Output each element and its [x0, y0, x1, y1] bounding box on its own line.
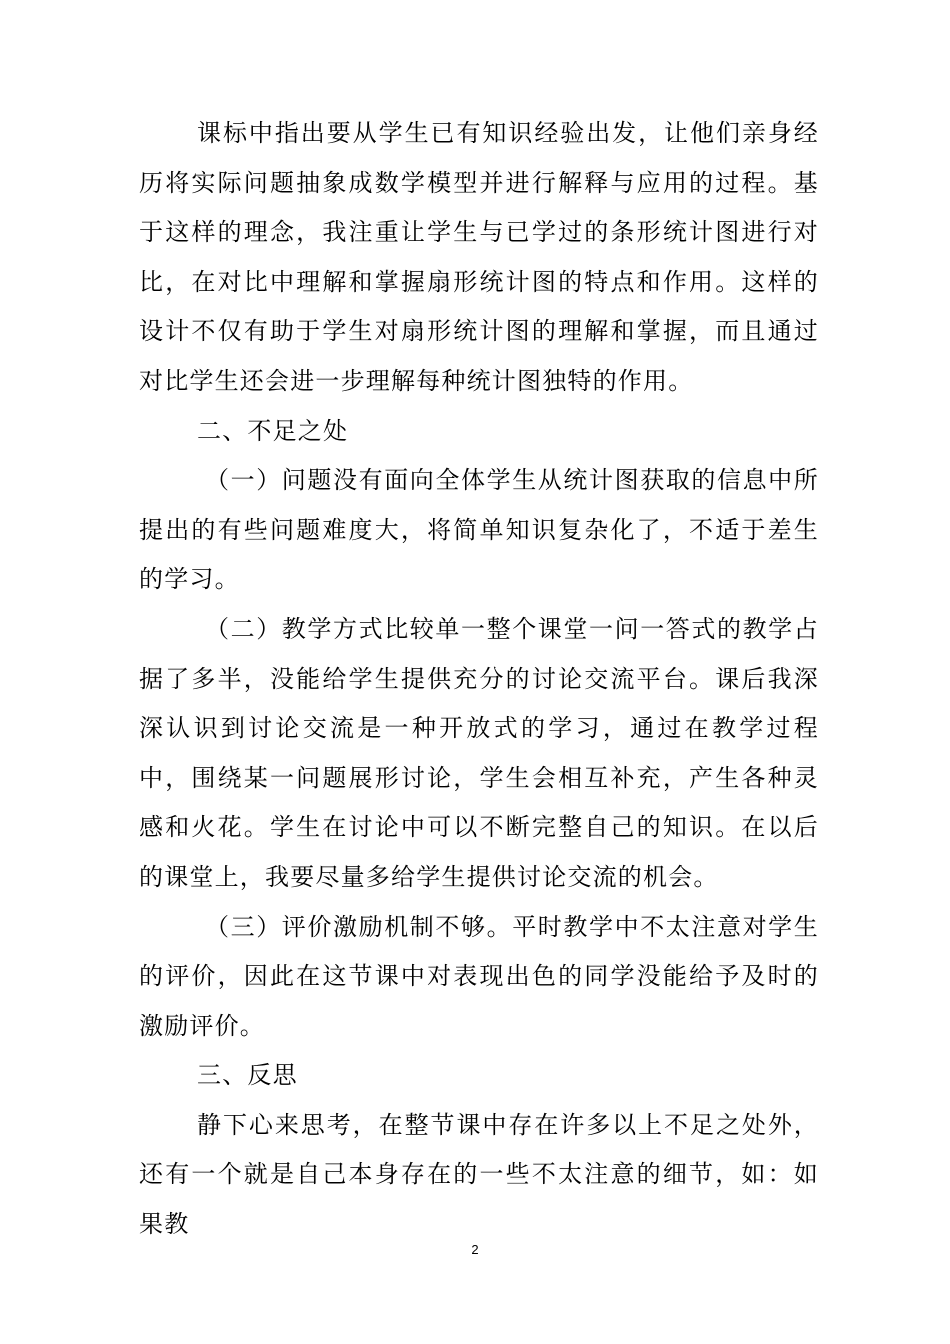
page-number: 2 — [471, 1242, 479, 1257]
paragraph-curriculum-standard: 课标中指出要从学生已有知识经验出发，让他们亲身经历将实际问题抽象成数学模型并进行解释与应用的过程。基于这样的理念，我注重让学生与已学过的条形统计图进行对比，在对比中理解和掌握扇形统计图的特点和作用。这样的设计不仅有助于学生对扇形统计图的理解和掌握，而且通过对比学生还会进一步理解每种统计图独特的作用。 — [139, 119, 819, 395]
section-heading-reflection: 三、反思 — [197, 1061, 298, 1090]
section-heading-shortcomings: 二、不足之处 — [197, 416, 349, 445]
document-body — [139, 109, 819, 1250]
paragraph-reflection: 静下心来思考，在整节课中存在许多以上不足之处外，还有一个就是自己本身存在的一些不太注意的细节，如：如果教 — [139, 1110, 819, 1239]
paragraph-shortcoming-2: （二）教学方式比较单一整个课堂一问一答式的教学占据了多半，没能给学生提供充分的讨论交流平台。课后我深深认识到讨论交流是一种开放式的学习，通过在教学过程中，围绕某一问题展形讨论，学生会相互补充，产生各种灵感和火花。学生在讨论中可以不断完整自己的知识。在以后的课堂上，我要尽量多给学生提供讨论交流的机会。 — [139, 614, 819, 891]
paragraph-shortcoming-3: （三）评价激励机制不够。平时教学中不太注意对学生的评价，因此在这节课中对表现出色的同学没能给予及时的激励评价。 — [139, 912, 819, 1040]
paragraph-shortcoming-1: （一）问题没有面向全体学生从统计图获取的信息中所提出的有些问题难度大，将简单知识复杂化了，不适于差生的学习。 — [139, 466, 819, 594]
